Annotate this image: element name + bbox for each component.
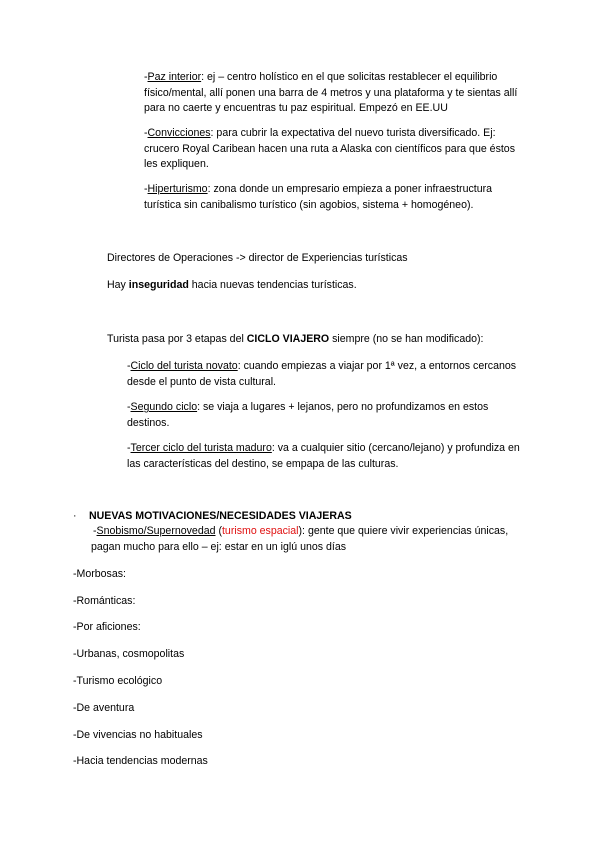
- turismo-espacial-highlight: turismo espacial: [221, 525, 299, 537]
- list-item: -Hacia tendencias modernas: [73, 755, 208, 767]
- list-item: -Turismo ecológico: [73, 675, 163, 687]
- list-item: -Urbanas, cosmopolitas: [73, 648, 185, 660]
- snobismo-paragraph: -Snobismo/Supernovedad (turismo espacial): gente que quiere vivir experiencias únicas, pagan mucho para ello – ej: estar en un iglú unos días: [91, 525, 509, 553]
- list-item: -Por aficiones:: [73, 621, 141, 633]
- ciclo-viajero-intro: Turista pasa por 3 etapas del CICLO VIAJERO siempre (no se han modificado):: [107, 333, 484, 345]
- inseguridad-paragraph: Hay inseguridad hacia nuevas tendencias turísticas.: [107, 279, 357, 291]
- bullet-icon: ·: [73, 510, 77, 522]
- paz-interior-term: Paz interior: [147, 71, 202, 83]
- convicciones-paragraph: -Convicciones: para cubrir la expectativa del nuevo turista diversificado. Ej: crucero Royal Caribean hacen una ruta a Alaska con científicos para que éstos les expliquen.: [144, 127, 515, 170]
- directores-paragraph: Directores de Operaciones -> director de Experiencias turísticas: [107, 252, 408, 264]
- hiperturismo-paragraph: -Hiperturismo: zona donde un empresario empieza a poner infraestructura turística sin canibalismo turístico (sin agobios, sistema + homogéneo).: [144, 183, 493, 211]
- tercer-ciclo-paragraph: -Tercer ciclo del turista maduro: va a cualquier sitio (cercano/lejano) y profundiza en las características del destino, se empapa de las culturas.: [127, 442, 520, 470]
- list-item: -De vivencias no habituales: [73, 729, 203, 741]
- list-item: -De aventura: [73, 702, 135, 714]
- convicciones-term: Convicciones: [147, 127, 211, 139]
- hiperturismo-term: Hiperturismo: [147, 183, 208, 195]
- motivaciones-heading: NUEVAS MOTIVACIONES/NECESIDADES VIAJERAS: [89, 510, 352, 522]
- ciclo-novato-paragraph: -Ciclo del turista novato: cuando empiezas a viajar por 1ª vez, a entornos cercanos desde el punto de vista cultural.: [127, 360, 517, 388]
- list-item: -Románticas:: [73, 595, 136, 607]
- list-item: -Morbosas:: [73, 568, 126, 580]
- paz-interior-paragraph: -Paz interior: ej – centro holístico en el que solicitas restablecer el equilibrio físico/mental, allí ponen una barra de 4 metros y una plataforma y te sientas allí para no caerte y encuentras tu paz espiritual. Empezó en EE.UU: [144, 71, 518, 114]
- segundo-ciclo-paragraph: -Segundo ciclo: se viaja a lugares + lejanos, pero no profundizamos en estos destinos.: [127, 401, 489, 429]
